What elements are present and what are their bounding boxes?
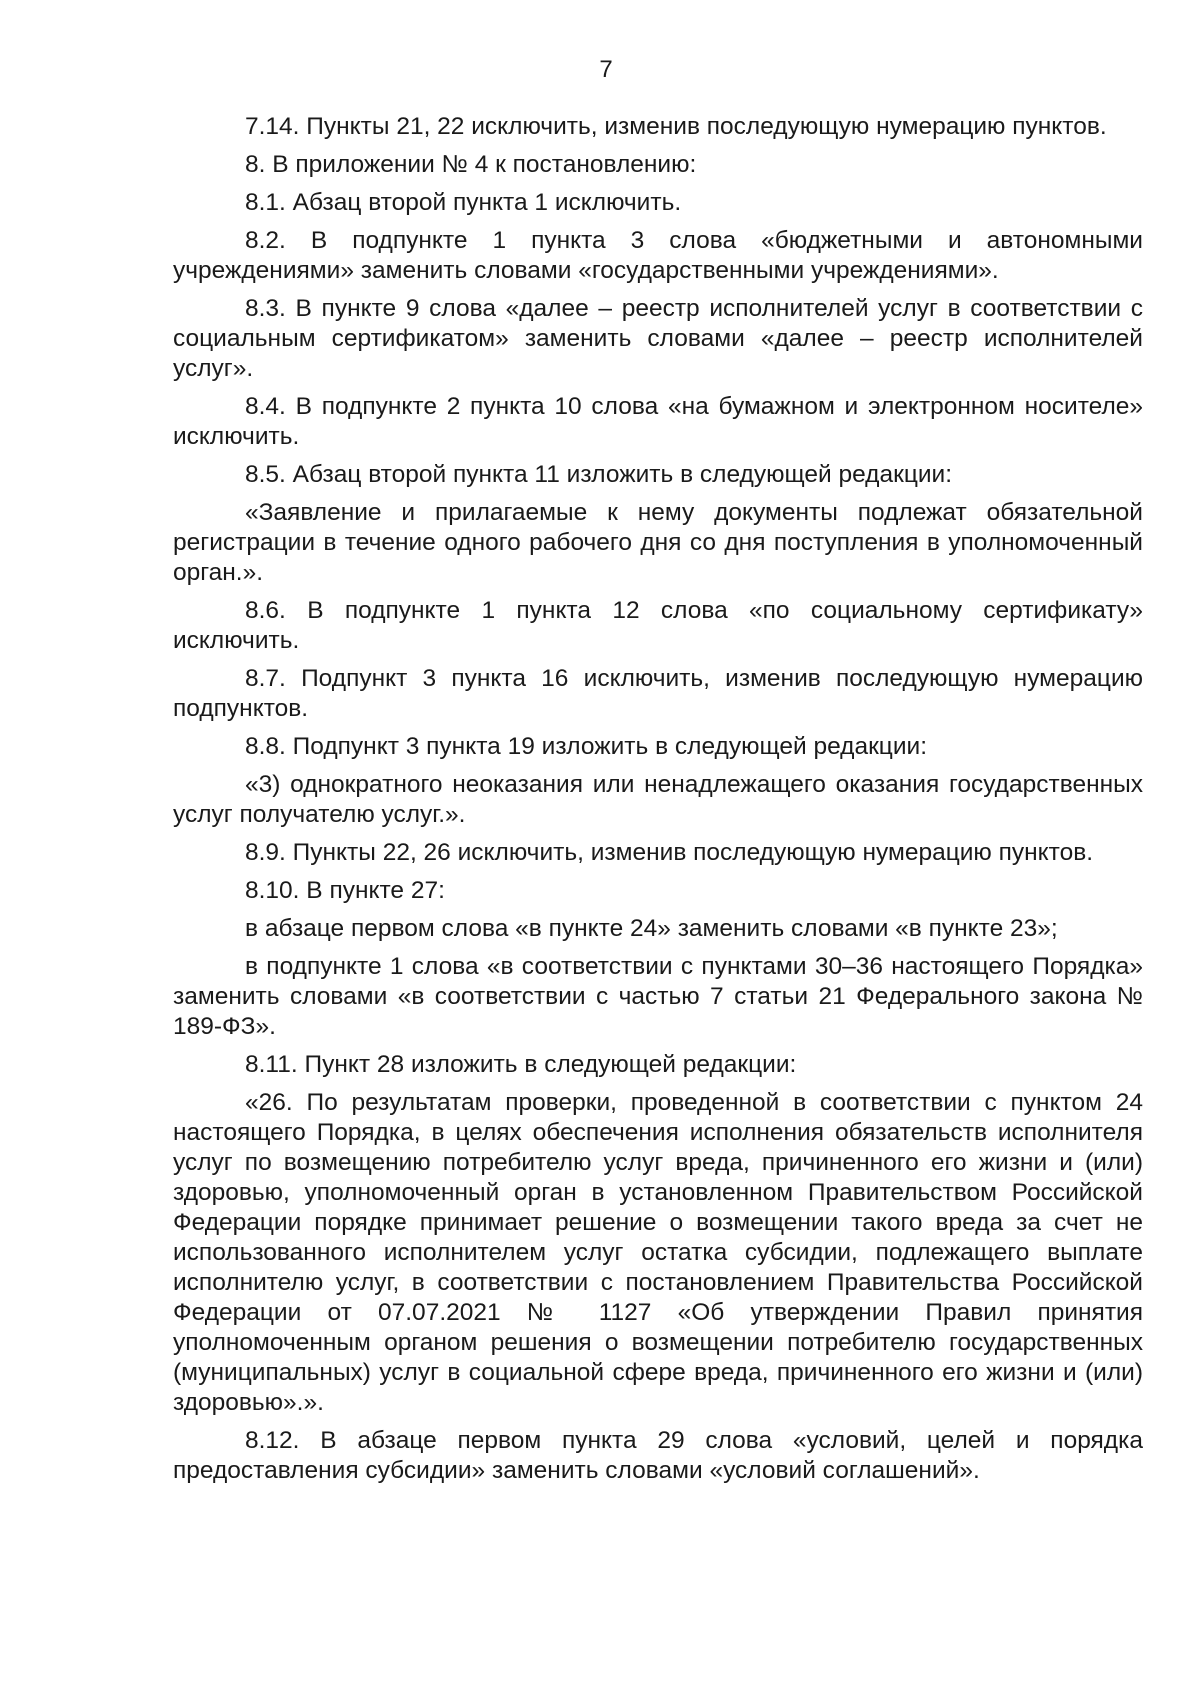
paragraph-8-2: 8.2. В подпункте 1 пункта 3 слова «бюджетными и автономными учреждениями» заменить словами «государственными учреждениями». — [173, 227, 1143, 284]
paragraph-8-10-item-1: в абзаце первом слова «в пункте 24» заменить словами «в пункте 23»; — [245, 915, 1058, 942]
paragraph-8-11: 8.11. Пункт 28 изложить в следующей редакции: — [245, 1051, 797, 1078]
paragraph-8-1: 8.1. Абзац второй пункта 1 исключить. — [245, 189, 682, 216]
paragraph-8-10-item-2: в подпункте 1 слова «в соответствии с пунктами 30–36 настоящего Порядка» заменить словами «в соответствии с частью 7 статьи 21 Федерального закона № 189-ФЗ». — [173, 953, 1143, 1040]
paragraph-8-7: 8.7. Подпункт 3 пункта 16 исключить, изменив последующую нумерацию подпунктов. — [173, 665, 1143, 722]
paragraph-8-11-quote: «26. По результатам проверки, проведенной в соответствии с пунктом 24 настоящего Порядка, в целях обеспечения исполнения обязательств исполнителя услуг по возмещению потребителю услуг вреда, причиненного его жизни и (или) здоровью, уполномоченный орган в установленном Правительством Российской Федерации порядке принимает решение о возмещении такого вреда за счет не использованного исполнителем услуг остатка субсидии, подлежащего выплате исполнителю услуг, в соответствии с постановлением Правительства Российской Федерации от 07.07.2021 № 1127 «Об утверждении Правил принятия уполномоченным органом решения о возмещении потребителю государственных (муниципальных) услуг в социальной сфере вреда, причиненного его жизни и (или) здоровью».». — [173, 1089, 1143, 1416]
page-number: 7 — [599, 56, 613, 83]
paragraph-8-4: 8.4. В подпункте 2 пункта 10 слова «на бумажном и электронном носителе» исключить. — [173, 393, 1143, 450]
paragraph-8-5-quote: «Заявление и прилагаемые к нему документы подлежат обязательной регистрации в течение одного рабочего дня со дня поступления в уполномоченный орган.». — [173, 499, 1143, 586]
paragraph-8-9: 8.9. Пункты 22, 26 исключить, изменив последующую нумерацию пунктов. — [245, 839, 1094, 866]
paragraph-8-10: 8.10. В пункте 27: — [245, 877, 445, 904]
paragraph-8-6: 8.6. В подпункте 1 пункта 12 слова «по социальному сертификату» исключить. — [173, 597, 1143, 654]
paragraph-8-8: 8.8. Подпункт 3 пункта 19 изложить в следующей редакции: — [245, 733, 928, 760]
paragraph-8-8-quote: «3) однократного неоказания или ненадлежащего оказания государственных услуг получателю услуг.». — [173, 771, 1143, 828]
paragraph-8-3: 8.3. В пункте 9 слова «далее – реестр исполнителей услуг в соответствии с социальным сертификатом» заменить словами «далее – реестр исполнителей услуг». — [173, 295, 1143, 382]
paragraph-8-5: 8.5. Абзац второй пункта 11 изложить в следующей редакции: — [245, 461, 953, 488]
paragraph-7-14: 7.14. Пункты 21, 22 исключить, изменив последующую нумерацию пунктов. — [245, 113, 1107, 140]
paragraph-8: 8. В приложении № 4 к постановлению: — [245, 151, 697, 178]
document-body — [173, 112, 1143, 1486]
paragraph-8-12: 8.12. В абзаце первом пункта 29 слова «условий, целей и порядка предоставления субсидии» заменить словами «условий соглашений». — [173, 1427, 1143, 1484]
